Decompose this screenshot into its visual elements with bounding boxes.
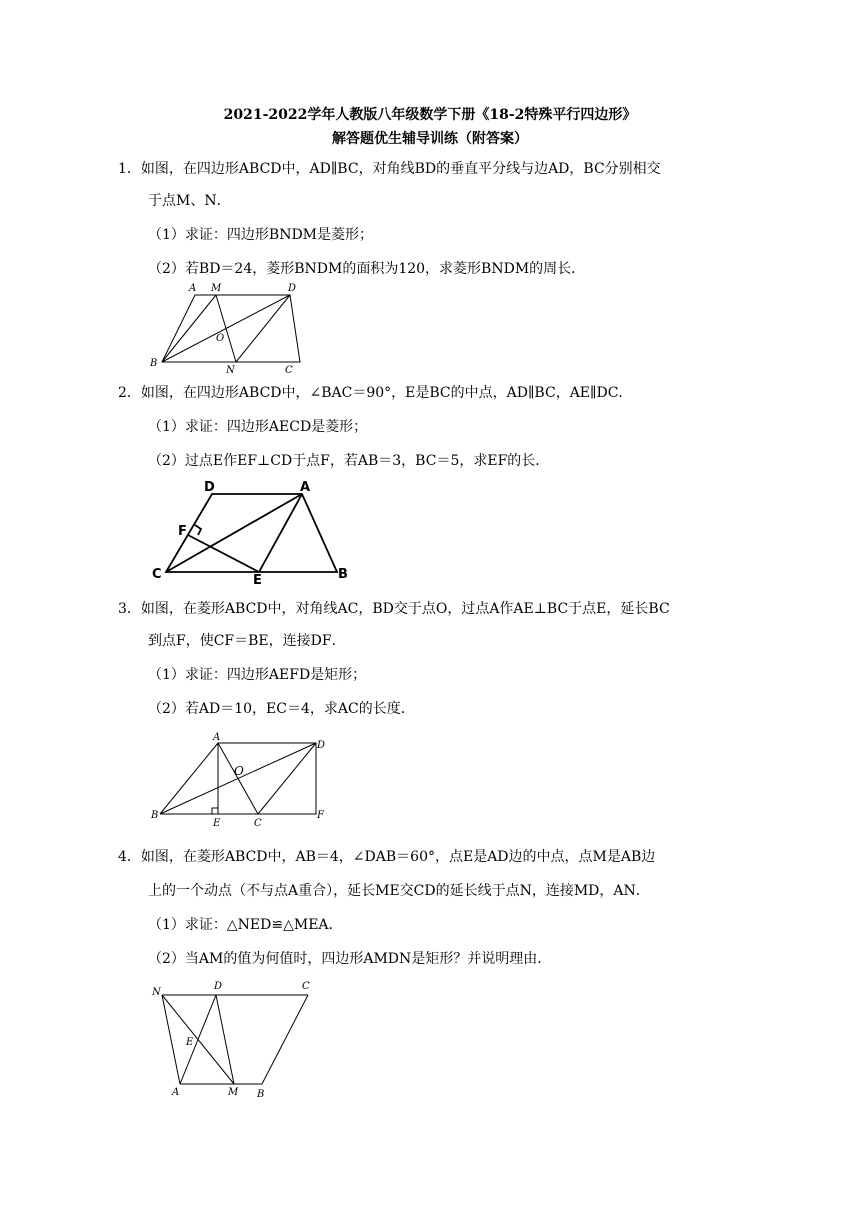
point-label-f: F: [317, 810, 324, 821]
point-label-a: A: [189, 283, 197, 294]
segment-na: [162, 995, 180, 1084]
problem-2-figure: [148, 474, 358, 586]
problem-4-figure: [146, 978, 326, 1102]
point-label-d: D: [214, 981, 223, 992]
point-label-b: B: [150, 358, 158, 369]
problem-3-figure: [148, 728, 338, 828]
right-angle-mark: [195, 525, 201, 535]
problem-1-stem-line2: 于点M、N．: [148, 193, 231, 209]
point-label-d: D: [288, 283, 297, 294]
point-label-b: B: [338, 567, 348, 582]
point-label-e: E: [253, 573, 262, 586]
right-angle-mark: [212, 808, 218, 814]
problem-3-stem-line2: 到点F，使CF＝BE，连接DF．: [148, 633, 346, 649]
point-label-n: N: [152, 987, 161, 998]
point-label-a: A: [213, 732, 221, 743]
problem-2-question-1: （1）求证：四边形AECD是菱形；: [148, 419, 368, 435]
point-label-f: F: [178, 524, 187, 539]
point-label-o: O: [234, 764, 244, 778]
point-label-d: D: [204, 480, 215, 495]
problem-3-stem-line1: 3．如图，在菱形ABCD中，对角线AC，BD交于点O，过点A作AE⊥BC于点E，延长BC: [118, 601, 670, 617]
problem-1-question-1: （1）求证：四边形BNDM是菱形；: [148, 227, 374, 243]
point-label-a: A: [300, 480, 311, 495]
side-cd: [258, 743, 316, 814]
problem-4-stem-line2: 上的一个动点（不与点A重合），延长ME交CD的延长线于点N，连接MD，AN．: [148, 883, 650, 899]
problem-3-question-2: （2）若AD＝10，EC＝4，求AC的长度．: [148, 701, 415, 717]
point-label-b: B: [151, 810, 159, 821]
side-bc: [262, 995, 308, 1084]
point-label-e: E: [213, 818, 221, 828]
side-ab: [160, 743, 218, 814]
quadrilateral-abcd: [162, 295, 300, 362]
document-title-line1: 2021-2022学年人教版八年级数学下册《18-2特殊平行四边形》: [223, 107, 637, 123]
point-label-c: C: [152, 567, 162, 582]
problem-2-stem-line1: 2．如图，在四边形ABCD中，∠BAC＝90°，E是BC的中点，AD∥BC，AE∥DC．: [118, 385, 633, 401]
problem-1-question-2: （2）若BD＝24，菱形BNDM的面积为120，求菱形BNDM的周长．: [148, 261, 586, 277]
point-label-a: A: [172, 1087, 180, 1098]
document-title-line2: 解答题优生辅导训练（附答案）: [332, 131, 528, 147]
problem-4-question-1: （1）求证：△NED≌△MEA．: [148, 917, 343, 933]
problem-3-question-1: （1）求证：四边形AEFD是矩形；: [148, 667, 367, 683]
side-nd: [236, 295, 290, 362]
point-label-n: N: [226, 365, 235, 376]
side-bm: [162, 295, 216, 362]
point-label-d: D: [317, 740, 326, 751]
segment-mn: [216, 295, 236, 362]
problem-4-stem-line1: 4．如图，在菱形ABCD中，AB＝4，∠DAB＝60°，点E是AD边的中点，点M是AB边: [118, 849, 656, 865]
problem-4-question-2: （2）当AM的值为何值时，四边形AMDN是矩形？并说明理由．: [148, 951, 552, 967]
problem-1-stem-line1: 1．如图，在四边形ABCD中，AD∥BC，对角线BD的垂直平分线与边AD，BC分别相交: [118, 161, 661, 177]
problem-2-question-2: （2）过点E作EF⊥CD于点F，若AB＝3，BC＝5，求EF的长．: [148, 453, 550, 469]
point-label-b: B: [257, 1089, 265, 1100]
problem-1-figure: [140, 280, 320, 376]
diagonal-ac: [218, 743, 258, 814]
point-label-c: C: [285, 365, 293, 376]
point-label-c: C: [302, 981, 310, 992]
quadrilateral-dabc-outline: [166, 494, 337, 572]
point-label-m: M: [211, 283, 222, 294]
point-label-c: C: [254, 818, 262, 828]
point-label-e: E: [186, 1037, 194, 1048]
segment-dm: [216, 995, 234, 1084]
point-label-o: O: [216, 333, 225, 344]
point-label-m: M: [228, 1087, 239, 1098]
